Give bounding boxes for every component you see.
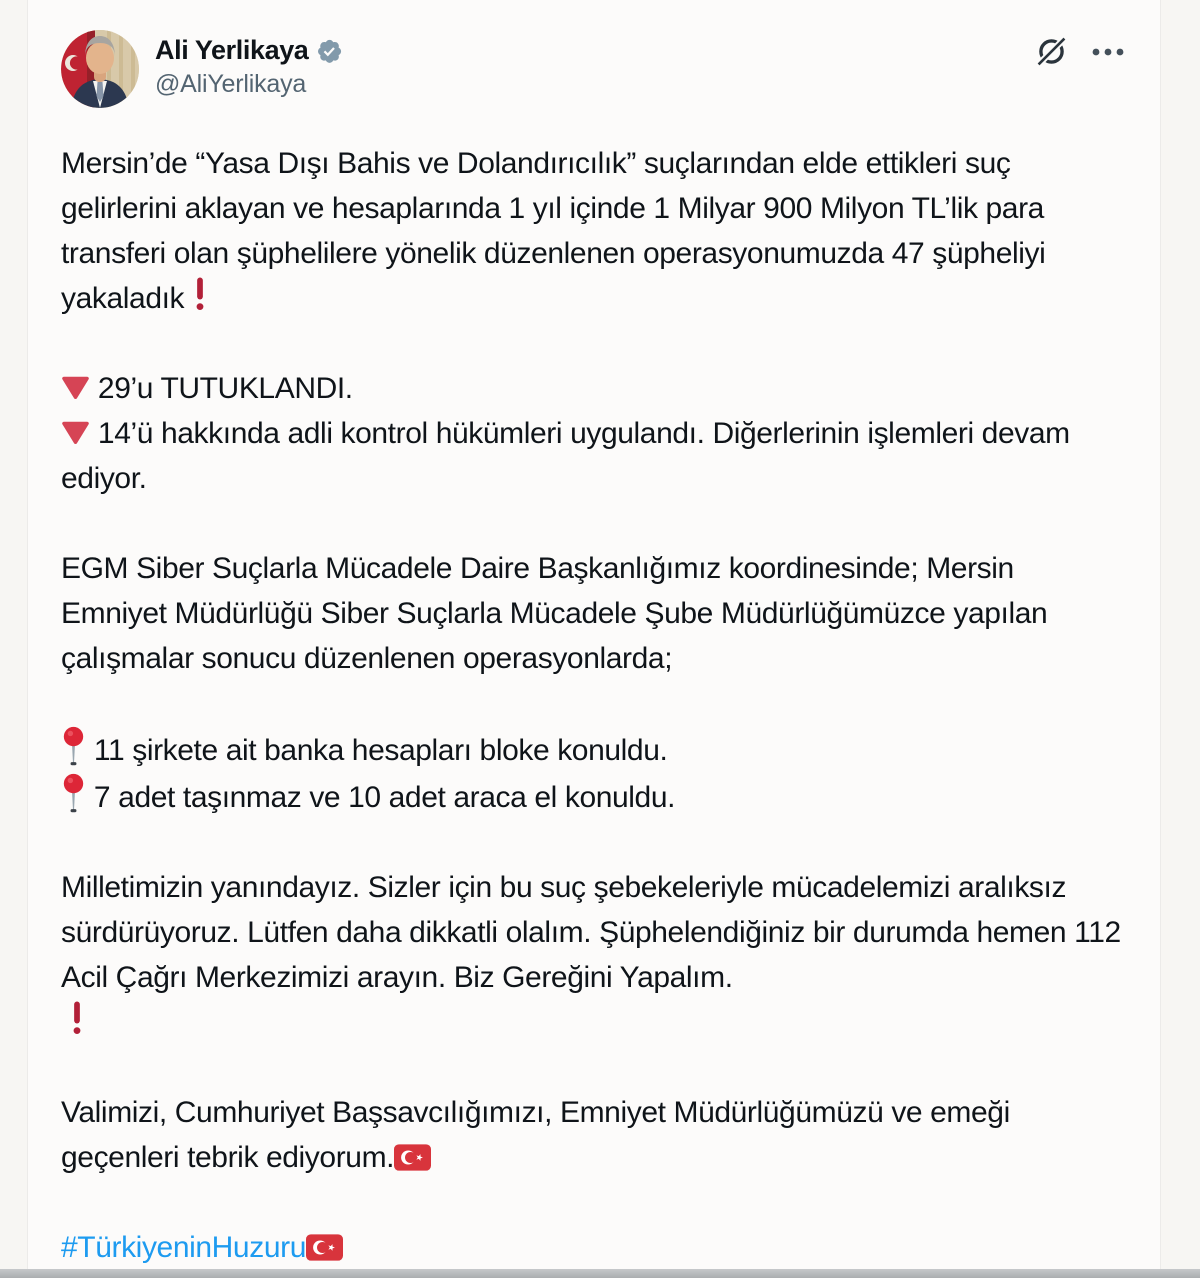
red-exclamation-icon	[192, 277, 208, 311]
text-run	[61, 1006, 69, 1039]
tweet-paragraph	[61, 1225, 1127, 1270]
display-name[interactable]: Ali Yerlikaya	[155, 35, 309, 65]
small-red-triangle-down-icon	[61, 420, 90, 445]
hashtag-link[interactable]: #TürkiyeninHuzuru	[61, 1231, 306, 1264]
turkey-flag-icon	[394, 1144, 431, 1171]
text-run: EGM Siber Suçlarla Mücadele Daire Başkanlığımız koordinesinde; Mersin Emniyet Müdürlüğü Siber Suçlarla Mücadele Şube Müdürlüğümüzce yapılan çalışmalar sonucu düzenlenen operasyonlarda;	[61, 552, 1048, 675]
tweet-paragraph	[61, 546, 1127, 681]
text-run: Milletimizin yanındayız. Sizler için bu suç şebekeleriyle mücadelemizi aralıksız sürdürüyoruz. Lütfen daha dikkatli olalım. Şüphelendiğiniz bir durumda hemen 112 Acil Çağrı Merkezimizi arayın. Biz Gereğini Yapalım.	[61, 871, 1121, 994]
text-run: Mersin’de “Yasa Dışı Bahis ve Dolandırıcılık” suçlarından elde ettikleri suç gelirlerini aklayan ve hesaplarında 1 yıl içinde 1 Milyar 900 Milyon TL’lik para transferi olan şüphelilere yönelik düzenlenen operasyonumuzda 47 şüpheliyi yakaladık	[61, 147, 1046, 315]
header-actions	[1036, 36, 1125, 67]
small-red-triangle-down-icon	[61, 375, 90, 400]
tweet-paragraph	[61, 865, 1127, 1045]
more-options-button[interactable]	[1091, 46, 1125, 58]
bottom-edge-strip	[0, 1269, 1200, 1278]
turkey-flag-icon	[306, 1234, 343, 1261]
text-run: 14’ü hakkında adli kontrol hükümleri uygulandı. Diğerlerinin işlemleri devam ediyor.	[61, 417, 1070, 495]
user-identity	[155, 30, 343, 101]
grok-slash-circle-icon	[1036, 36, 1067, 67]
ellipsis-icon	[1091, 46, 1125, 58]
text-run: 29’u TUTUKLANDI.	[90, 372, 353, 405]
tweet-paragraph	[61, 141, 1127, 321]
red-exclamation-icon	[69, 1001, 85, 1035]
avatar[interactable]	[61, 30, 139, 108]
round-pushpin-icon	[61, 773, 86, 817]
text-run: 11 şirkete ait banka hesapları bloke konuldu.	[86, 734, 668, 767]
grok-actions-button[interactable]	[1036, 36, 1067, 67]
verified-badge-icon	[316, 37, 343, 64]
tweet-paragraph	[61, 1090, 1127, 1180]
round-pushpin-icon	[61, 726, 86, 770]
text-run: 7 adet taşınmaz ve 10 adet araca el konuldu.	[86, 781, 676, 814]
tweet-body	[61, 141, 1127, 1270]
avatar-photo	[61, 30, 139, 108]
text-run: Valimizi, Cumhuriyet Başsavcılığımızı, Emniyet Müdürlüğümüzü ve emeği geçenleri tebrik ediyorum.	[61, 1096, 1010, 1174]
tweet-card	[27, 0, 1161, 1278]
tweet-paragraph	[61, 366, 1127, 501]
tweet-header	[61, 30, 1127, 108]
tweet-paragraph	[61, 726, 1127, 820]
user-handle: @AliYerlikaya	[155, 70, 307, 98]
